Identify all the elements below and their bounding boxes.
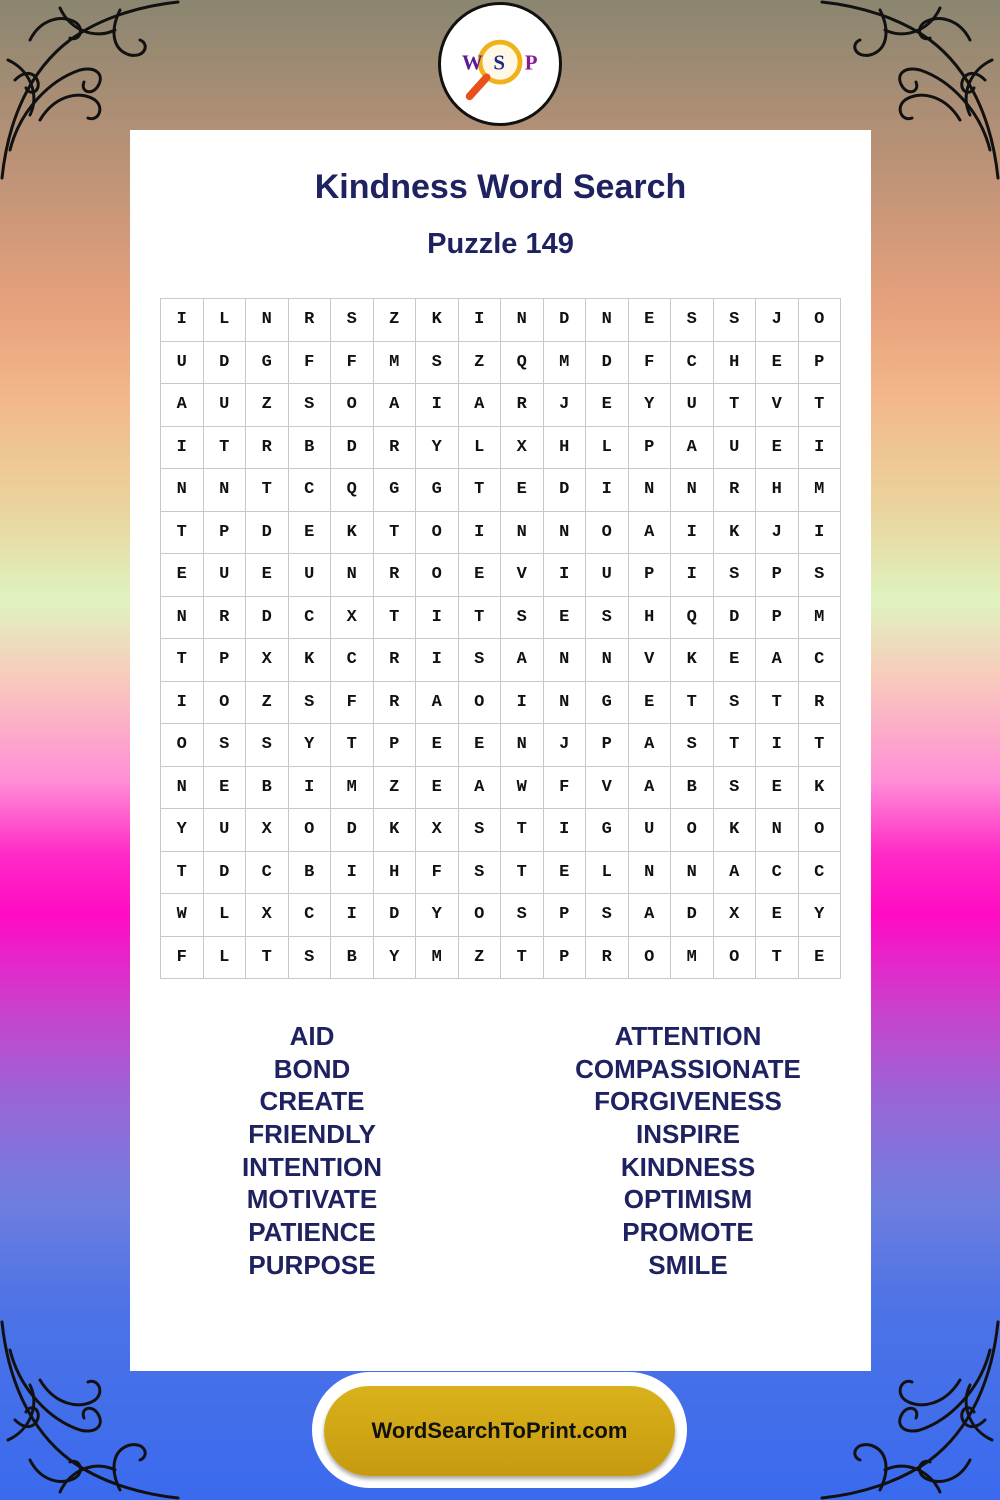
grid-cell[interactable]: N bbox=[586, 299, 629, 342]
grid-cell[interactable]: F bbox=[544, 767, 587, 810]
grid-cell[interactable]: E bbox=[501, 469, 544, 512]
grid-cell[interactable]: Y bbox=[289, 724, 332, 767]
grid-cell[interactable]: P bbox=[629, 554, 672, 597]
grid-cell[interactable]: P bbox=[544, 894, 587, 937]
grid-cell[interactable]: V bbox=[629, 639, 672, 682]
grid-cell[interactable]: S bbox=[799, 554, 842, 597]
grid-cell[interactable]: S bbox=[246, 724, 289, 767]
grid-cell[interactable]: G bbox=[586, 682, 629, 725]
word-list-item: CREATE bbox=[259, 1086, 365, 1117]
grid-cell[interactable]: B bbox=[671, 767, 714, 810]
grid-cell[interactable]: I bbox=[671, 554, 714, 597]
grid-cell[interactable]: D bbox=[544, 469, 587, 512]
grid-cell[interactable]: K bbox=[671, 639, 714, 682]
grid-cell[interactable]: M bbox=[331, 767, 374, 810]
grid-cell[interactable]: Y bbox=[416, 427, 459, 470]
grid-cell[interactable]: A bbox=[714, 852, 757, 895]
puzzle-number: Puzzle 149 bbox=[427, 228, 574, 260]
word-list-item: COMPASSIONATE bbox=[575, 1053, 801, 1084]
grid-cell[interactable]: A bbox=[756, 639, 799, 682]
grid-cell[interactable]: F bbox=[331, 342, 374, 385]
word-list-item: PROMOTE bbox=[622, 1217, 754, 1248]
grid-cell[interactable]: Y bbox=[161, 809, 204, 852]
word-list-item: KINDNESS bbox=[620, 1151, 756, 1182]
grid-cell[interactable]: J bbox=[544, 384, 587, 427]
grid-cell[interactable]: N bbox=[161, 469, 204, 512]
grid-cell[interactable]: C bbox=[289, 597, 332, 640]
grid-cell[interactable]: B bbox=[289, 852, 332, 895]
grid-cell[interactable]: I bbox=[544, 809, 587, 852]
grid-cell[interactable]: M bbox=[416, 937, 459, 980]
grid-cell[interactable]: T bbox=[331, 724, 374, 767]
grid-cell[interactable]: I bbox=[756, 724, 799, 767]
grid-cell[interactable]: K bbox=[714, 809, 757, 852]
grid-cell[interactable]: O bbox=[671, 809, 714, 852]
grid-cell[interactable]: V bbox=[756, 384, 799, 427]
grid-cell[interactable]: T bbox=[756, 682, 799, 725]
grid-cell[interactable]: S bbox=[459, 639, 502, 682]
grid-cell[interactable]: U bbox=[289, 554, 332, 597]
grid-cell[interactable]: X bbox=[246, 809, 289, 852]
grid-cell[interactable]: N bbox=[544, 512, 587, 555]
grid-cell[interactable]: W bbox=[161, 894, 204, 937]
grid-cell[interactable]: M bbox=[544, 342, 587, 385]
grid-cell[interactable]: M bbox=[799, 469, 842, 512]
grid-cell[interactable]: S bbox=[416, 342, 459, 385]
grid-cell[interactable]: Q bbox=[331, 469, 374, 512]
grid-cell[interactable]: T bbox=[161, 852, 204, 895]
grid-cell[interactable]: D bbox=[246, 512, 289, 555]
grid-cell[interactable]: O bbox=[331, 384, 374, 427]
grid-cell[interactable]: L bbox=[586, 852, 629, 895]
grid-cell[interactable]: U bbox=[671, 384, 714, 427]
grid-cell[interactable]: A bbox=[629, 724, 672, 767]
grid-cell[interactable]: E bbox=[416, 767, 459, 810]
grid-cell[interactable]: E bbox=[246, 554, 289, 597]
grid-cell[interactable]: A bbox=[416, 682, 459, 725]
word-list-item: BOND bbox=[273, 1053, 351, 1084]
grid-cell[interactable]: N bbox=[204, 469, 247, 512]
grid-cell[interactable]: E bbox=[544, 597, 587, 640]
grid-cell[interactable]: T bbox=[459, 597, 502, 640]
grid-cell[interactable]: E bbox=[459, 724, 502, 767]
grid-cell[interactable]: K bbox=[799, 767, 842, 810]
grid-cell[interactable]: R bbox=[374, 639, 417, 682]
word-list-item: ATTENTION bbox=[614, 1021, 762, 1051]
word-list-right bbox=[538, 1020, 838, 1282]
grid-cell[interactable]: N bbox=[246, 299, 289, 342]
grid-cell[interactable]: C bbox=[246, 852, 289, 895]
grid-cell[interactable]: N bbox=[671, 852, 714, 895]
grid-cell[interactable]: C bbox=[671, 342, 714, 385]
grid-cell[interactable]: N bbox=[544, 639, 587, 682]
grid-cell[interactable]: S bbox=[714, 682, 757, 725]
grid-cell[interactable]: R bbox=[374, 682, 417, 725]
grid-cell[interactable]: S bbox=[289, 384, 332, 427]
grid-cell[interactable]: M bbox=[671, 937, 714, 980]
grid-cell[interactable]: Y bbox=[799, 894, 842, 937]
grid-cell[interactable]: B bbox=[246, 767, 289, 810]
grid-cell[interactable]: I bbox=[416, 384, 459, 427]
grid-cell[interactable]: T bbox=[756, 937, 799, 980]
grid-cell[interactable]: U bbox=[714, 427, 757, 470]
grid-cell[interactable]: S bbox=[671, 724, 714, 767]
grid-cell[interactable]: D bbox=[331, 427, 374, 470]
grid-cell[interactable]: G bbox=[586, 809, 629, 852]
grid-cell[interactable]: H bbox=[629, 597, 672, 640]
grid-cell[interactable]: O bbox=[416, 512, 459, 555]
grid-cell[interactable]: S bbox=[586, 597, 629, 640]
grid-cell[interactable]: D bbox=[671, 894, 714, 937]
grid-cell[interactable]: J bbox=[756, 299, 799, 342]
grid-cell[interactable]: N bbox=[756, 809, 799, 852]
grid-cell[interactable]: P bbox=[204, 639, 247, 682]
grid-cell[interactable]: S bbox=[586, 894, 629, 937]
grid-cell[interactable]: O bbox=[161, 724, 204, 767]
grid-cell[interactable]: Z bbox=[246, 384, 289, 427]
grid-cell[interactable]: X bbox=[331, 597, 374, 640]
grid-cell[interactable]: F bbox=[289, 342, 332, 385]
site-logo[interactable] bbox=[438, 2, 562, 126]
grid-cell[interactable]: D bbox=[586, 342, 629, 385]
grid-cell[interactable]: E bbox=[756, 342, 799, 385]
grid-cell[interactable]: A bbox=[629, 894, 672, 937]
word-list-item: FORGIVENESS bbox=[594, 1086, 782, 1117]
grid-cell[interactable]: Z bbox=[459, 342, 502, 385]
logo-letter-p: P bbox=[524, 50, 538, 75]
grid-cell[interactable]: I bbox=[331, 894, 374, 937]
grid-cell[interactable]: U bbox=[204, 384, 247, 427]
grid-cell[interactable]: A bbox=[629, 512, 672, 555]
grid-cell[interactable]: C bbox=[289, 469, 332, 512]
grid-cell[interactable]: D bbox=[331, 809, 374, 852]
grid-cell[interactable]: P bbox=[756, 554, 799, 597]
grid-cell[interactable]: U bbox=[586, 554, 629, 597]
grid-cell[interactable]: P bbox=[544, 937, 587, 980]
grid-cell[interactable]: K bbox=[374, 809, 417, 852]
grid-cell[interactable]: F bbox=[331, 682, 374, 725]
grid-cell[interactable]: H bbox=[544, 427, 587, 470]
grid-cell[interactable]: H bbox=[374, 852, 417, 895]
grid-cell[interactable]: D bbox=[204, 342, 247, 385]
grid-cell[interactable]: C bbox=[331, 639, 374, 682]
grid-cell[interactable]: S bbox=[289, 937, 332, 980]
grid-cell[interactable]: A bbox=[671, 427, 714, 470]
grid-cell[interactable]: H bbox=[714, 342, 757, 385]
grid-cell[interactable]: T bbox=[161, 639, 204, 682]
grid-cell[interactable]: N bbox=[331, 554, 374, 597]
grid-cell[interactable]: B bbox=[331, 937, 374, 980]
grid-cell[interactable]: E bbox=[756, 894, 799, 937]
grid-cell[interactable]: U bbox=[204, 554, 247, 597]
grid-cell[interactable]: S bbox=[714, 554, 757, 597]
grid-cell[interactable]: L bbox=[586, 427, 629, 470]
grid-cell[interactable]: O bbox=[416, 554, 459, 597]
grid-cell[interactable]: T bbox=[501, 852, 544, 895]
grid-cell[interactable]: K bbox=[331, 512, 374, 555]
grid-cell[interactable]: O bbox=[629, 937, 672, 980]
grid-cell[interactable]: I bbox=[289, 767, 332, 810]
grid-cell[interactable]: V bbox=[586, 767, 629, 810]
grid-cell[interactable]: S bbox=[501, 597, 544, 640]
grid-cell[interactable]: I bbox=[161, 299, 204, 342]
grid-cell[interactable]: Y bbox=[416, 894, 459, 937]
grid-cell[interactable]: A bbox=[501, 639, 544, 682]
grid-cell[interactable]: E bbox=[714, 639, 757, 682]
grid-cell[interactable]: C bbox=[756, 852, 799, 895]
grid-cell[interactable]: D bbox=[204, 852, 247, 895]
grid-cell[interactable]: D bbox=[246, 597, 289, 640]
grid-cell[interactable]: T bbox=[799, 384, 842, 427]
grid-cell[interactable]: E bbox=[756, 767, 799, 810]
grid-cell[interactable]: E bbox=[586, 384, 629, 427]
word-list-item: INSPIRE bbox=[635, 1119, 741, 1150]
grid-cell[interactable]: R bbox=[714, 469, 757, 512]
grid-cell[interactable]: W bbox=[501, 767, 544, 810]
grid-cell[interactable]: I bbox=[544, 554, 587, 597]
grid-cell[interactable]: T bbox=[374, 597, 417, 640]
grid-cell[interactable]: L bbox=[204, 299, 247, 342]
grid-cell[interactable]: G bbox=[416, 469, 459, 512]
grid-cell[interactable]: Q bbox=[501, 342, 544, 385]
grid-cell[interactable]: D bbox=[714, 597, 757, 640]
grid-cell[interactable]: X bbox=[501, 427, 544, 470]
grid-cell[interactable]: V bbox=[501, 554, 544, 597]
grid-cell[interactable]: R bbox=[204, 597, 247, 640]
grid-cell[interactable]: N bbox=[671, 469, 714, 512]
grid-cell[interactable]: A bbox=[374, 384, 417, 427]
letter-grid bbox=[160, 298, 841, 979]
grid-cell[interactable]: X bbox=[714, 894, 757, 937]
grid-cell[interactable]: G bbox=[246, 342, 289, 385]
page-title: Kindness Word Search bbox=[314, 168, 687, 206]
word-list-left bbox=[162, 1020, 462, 1282]
grid-cell[interactable]: S bbox=[714, 767, 757, 810]
grid-cell[interactable]: J bbox=[756, 512, 799, 555]
grid-cell[interactable]: C bbox=[799, 639, 842, 682]
grid-cell[interactable]: T bbox=[374, 512, 417, 555]
grid-cell[interactable]: Z bbox=[459, 937, 502, 980]
word-list-item: OPTIMISM bbox=[623, 1184, 753, 1215]
grid-cell[interactable]: B bbox=[289, 427, 332, 470]
grid-cell[interactable]: P bbox=[204, 512, 247, 555]
grid-cell[interactable]: I bbox=[416, 639, 459, 682]
word-list-item: PURPOSE bbox=[248, 1249, 376, 1280]
grid-cell[interactable]: O bbox=[204, 682, 247, 725]
grid-cell[interactable]: O bbox=[799, 809, 842, 852]
grid-cell[interactable]: P bbox=[586, 724, 629, 767]
grid-cell[interactable]: A bbox=[161, 384, 204, 427]
grid-cell[interactable]: S bbox=[501, 894, 544, 937]
grid-cell[interactable]: E bbox=[204, 767, 247, 810]
grid-cell[interactable]: R bbox=[799, 682, 842, 725]
grid-cell[interactable]: S bbox=[671, 299, 714, 342]
grid-cell[interactable]: J bbox=[544, 724, 587, 767]
grid-cell[interactable]: A bbox=[629, 767, 672, 810]
grid-cell[interactable]: T bbox=[671, 682, 714, 725]
grid-cell[interactable]: N bbox=[501, 512, 544, 555]
grid-cell[interactable]: E bbox=[756, 427, 799, 470]
grid-cell[interactable]: I bbox=[501, 682, 544, 725]
grid-cell[interactable]: Z bbox=[374, 767, 417, 810]
grid-cell[interactable]: C bbox=[289, 894, 332, 937]
grid-cell[interactable]: S bbox=[714, 299, 757, 342]
grid-cell[interactable]: Y bbox=[629, 384, 672, 427]
grid-cell[interactable]: X bbox=[246, 639, 289, 682]
grid-cell[interactable]: R bbox=[374, 427, 417, 470]
puzzle-sheet bbox=[130, 130, 871, 1371]
grid-cell[interactable]: S bbox=[204, 724, 247, 767]
grid-cell[interactable]: U bbox=[204, 809, 247, 852]
grid-cell[interactable]: L bbox=[204, 937, 247, 980]
grid-cell[interactable]: S bbox=[331, 299, 374, 342]
grid-cell[interactable]: Y bbox=[374, 937, 417, 980]
grid-cell[interactable]: T bbox=[459, 469, 502, 512]
grid-cell[interactable]: D bbox=[544, 299, 587, 342]
grid-cell[interactable]: I bbox=[459, 299, 502, 342]
grid-cell[interactable]: F bbox=[161, 937, 204, 980]
grid-cell[interactable]: O bbox=[714, 937, 757, 980]
grid-cell[interactable]: I bbox=[161, 427, 204, 470]
grid-cell[interactable]: U bbox=[161, 342, 204, 385]
grid-cell[interactable]: F bbox=[416, 852, 459, 895]
grid-cell[interactable]: S bbox=[289, 682, 332, 725]
grid-cell[interactable]: T bbox=[799, 724, 842, 767]
grid-cell[interactable]: T bbox=[501, 809, 544, 852]
word-list-item: INTENTION bbox=[241, 1151, 383, 1182]
grid-cell[interactable]: I bbox=[799, 427, 842, 470]
grid-cell[interactable]: P bbox=[374, 724, 417, 767]
grid-cell[interactable]: R bbox=[289, 299, 332, 342]
grid-cell[interactable]: N bbox=[161, 767, 204, 810]
grid-cell[interactable]: E bbox=[629, 682, 672, 725]
grid-cell[interactable]: K bbox=[714, 512, 757, 555]
grid-cell[interactable]: P bbox=[799, 342, 842, 385]
grid-cell[interactable]: E bbox=[416, 724, 459, 767]
word-list-item: PATIENCE bbox=[248, 1217, 376, 1248]
grid-cell[interactable]: S bbox=[459, 852, 502, 895]
grid-cell[interactable]: T bbox=[246, 469, 289, 512]
grid-cell[interactable]: I bbox=[799, 512, 842, 555]
grid-cell[interactable]: E bbox=[799, 937, 842, 980]
grid-cell[interactable]: M bbox=[374, 342, 417, 385]
grid-cell[interactable]: O bbox=[459, 894, 502, 937]
grid-cell[interactable]: X bbox=[416, 809, 459, 852]
grid-cell[interactable]: L bbox=[459, 427, 502, 470]
grid-cell[interactable]: E bbox=[459, 554, 502, 597]
website-link-button[interactable]: WordSearchToPrint.com bbox=[324, 1386, 675, 1476]
grid-cell[interactable]: D bbox=[374, 894, 417, 937]
grid-cell[interactable]: O bbox=[799, 299, 842, 342]
grid-cell[interactable]: I bbox=[331, 852, 374, 895]
grid-cell[interactable]: N bbox=[501, 299, 544, 342]
grid-cell[interactable]: E bbox=[544, 852, 587, 895]
grid-cell[interactable]: K bbox=[416, 299, 459, 342]
grid-cell[interactable]: F bbox=[629, 342, 672, 385]
grid-cell[interactable]: N bbox=[586, 639, 629, 682]
grid-cell[interactable]: M bbox=[799, 597, 842, 640]
grid-cell[interactable]: I bbox=[416, 597, 459, 640]
grid-cell[interactable]: N bbox=[501, 724, 544, 767]
grid-cell[interactable]: T bbox=[714, 384, 757, 427]
grid-cell[interactable]: N bbox=[629, 469, 672, 512]
grid-cell[interactable]: T bbox=[204, 427, 247, 470]
grid-cell[interactable]: T bbox=[714, 724, 757, 767]
grid-cell[interactable]: I bbox=[459, 512, 502, 555]
grid-cell[interactable]: E bbox=[629, 299, 672, 342]
grid-cell[interactable]: N bbox=[629, 852, 672, 895]
grid-cell[interactable]: X bbox=[246, 894, 289, 937]
word-list-item: AID bbox=[289, 1021, 335, 1051]
word-list-item: SMILE bbox=[648, 1249, 728, 1280]
grid-cell[interactable]: N bbox=[544, 682, 587, 725]
grid-cell[interactable]: P bbox=[756, 597, 799, 640]
grid-cell[interactable]: R bbox=[501, 384, 544, 427]
grid-cell[interactable]: I bbox=[161, 682, 204, 725]
grid-cell[interactable]: C bbox=[799, 852, 842, 895]
grid-cell[interactable]: S bbox=[459, 809, 502, 852]
grid-cell[interactable]: O bbox=[459, 682, 502, 725]
footer-badge bbox=[312, 1372, 687, 1488]
grid-cell[interactable]: Q bbox=[671, 597, 714, 640]
grid-cell[interactable]: E bbox=[289, 512, 332, 555]
grid-cell[interactable]: I bbox=[671, 512, 714, 555]
grid-cell[interactable]: L bbox=[204, 894, 247, 937]
grid-cell[interactable]: T bbox=[246, 937, 289, 980]
logo-letter-w: W bbox=[461, 50, 483, 75]
grid-cell[interactable]: P bbox=[629, 427, 672, 470]
grid-cell[interactable]: G bbox=[374, 469, 417, 512]
grid-cell[interactable]: K bbox=[289, 639, 332, 682]
grid-cell[interactable]: Z bbox=[374, 299, 417, 342]
grid-cell[interactable]: Z bbox=[246, 682, 289, 725]
grid-cell[interactable]: U bbox=[629, 809, 672, 852]
grid-cell[interactable]: E bbox=[161, 554, 204, 597]
grid-cell[interactable]: R bbox=[374, 554, 417, 597]
grid-cell[interactable]: O bbox=[289, 809, 332, 852]
grid-cell[interactable]: R bbox=[586, 937, 629, 980]
grid-cell[interactable]: N bbox=[161, 597, 204, 640]
word-list-item: MOTIVATE bbox=[246, 1184, 378, 1215]
word-list-item: FRIENDLY bbox=[248, 1119, 376, 1150]
grid-cell[interactable]: T bbox=[501, 937, 544, 980]
grid-cell[interactable]: I bbox=[586, 469, 629, 512]
logo-letter-s: S bbox=[493, 50, 505, 75]
grid-cell[interactable]: H bbox=[756, 469, 799, 512]
grid-cell[interactable]: R bbox=[246, 427, 289, 470]
grid-cell[interactable]: A bbox=[459, 384, 502, 427]
grid-cell[interactable]: O bbox=[586, 512, 629, 555]
grid-cell[interactable]: T bbox=[161, 512, 204, 555]
grid-cell[interactable]: A bbox=[459, 767, 502, 810]
